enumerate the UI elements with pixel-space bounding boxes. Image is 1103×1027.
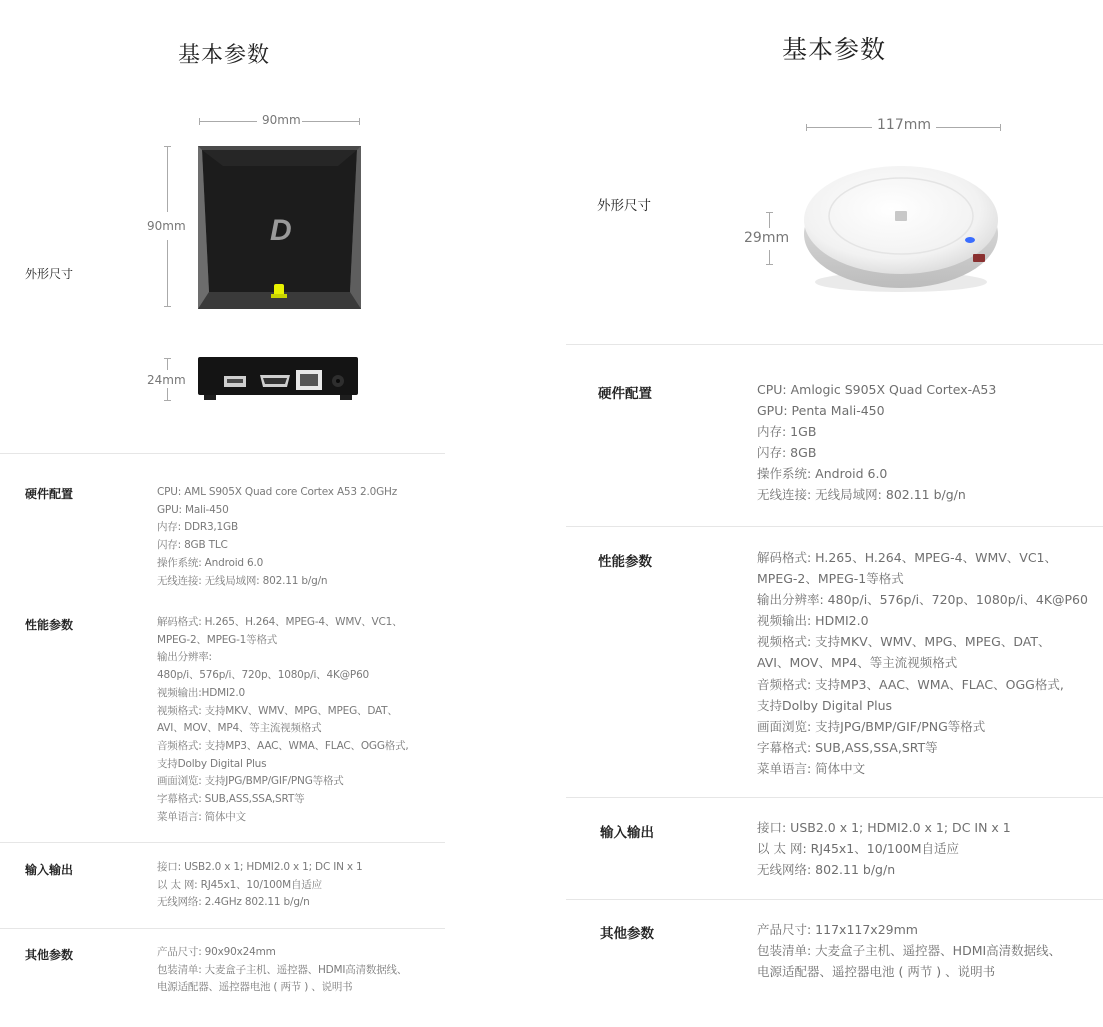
dim-line	[199, 121, 257, 122]
hardware-list	[757, 379, 996, 506]
dim-height-label: 29mm	[744, 230, 790, 246]
list-item: 电源适配器、遥控器电池 ( 两节 ) 、说明书	[757, 964, 996, 980]
dim-tick	[806, 124, 807, 131]
list-item: 480p/i、576p/i、720p、1080p/i、4K@P60	[157, 669, 370, 682]
performance-label: 性能参数	[598, 554, 652, 570]
list-item: 以 太 网: RJ45x1、10/100M自适应	[757, 841, 960, 857]
list-item: 字幕格式: SUB,ASS,SSA,SRT等	[157, 793, 305, 806]
page-title: 基本参数	[782, 35, 887, 64]
dim-tick	[164, 400, 171, 401]
list-item: 输出分辨率: 480p/i、576p/i、720p、1080p/i、4K@P60	[757, 592, 1088, 608]
other-label: 其他参数	[600, 926, 654, 942]
list-item: 无线网络: 802.11 b/g/n	[757, 862, 896, 878]
list-item: 无线连接: 无线局域网: 802.11 b/g/n	[157, 574, 328, 587]
dim-line	[769, 212, 770, 228]
black-box-top-image	[198, 146, 361, 309]
dim-line	[167, 240, 168, 306]
list-item: 画面浏览: 支持JPG/BMP/GIF/PNG等格式	[157, 775, 344, 788]
list-item: 解码格式: H.265、H.264、MPEG-4、WMV、VC1、	[157, 616, 403, 628]
io-list	[157, 859, 363, 912]
list-item: 接口: USB2.0 x 1; HDMI2.0 x 1; DC IN x 1	[157, 861, 363, 873]
list-item: 内存: DDR3,1GB	[157, 521, 238, 534]
dim-tick	[164, 146, 171, 147]
dim-width-label: 117mm	[877, 117, 931, 133]
list-item: 支持Dolby Digital Plus	[757, 697, 893, 713]
section-divider	[566, 344, 1103, 345]
list-item: 视频格式: 支持MKV、WMV、MPG、MPEG、DAT、	[757, 634, 1051, 650]
list-item: 字幕格式: SUB,ASS,SSA,SRT等	[757, 739, 938, 755]
list-item: 音频格式: 支持MP3、AAC、WMA、FLAC、OGG格式,	[757, 676, 1064, 692]
performance-list	[757, 547, 1088, 779]
list-item: 无线网络: 2.4GHz 802.11 b/g/n	[157, 896, 310, 909]
list-item: 输出分辨率:	[157, 651, 212, 664]
dim-tick	[1000, 124, 1001, 131]
list-item: 菜单语言: 简体中文	[757, 760, 866, 776]
list-item: 闪存: 8GB TLC	[157, 539, 228, 552]
list-item: 视频输出: HDMI2.0	[757, 613, 869, 629]
dim-line	[936, 127, 1000, 128]
list-item: 包装清单: 大麦盒子主机、遥控器、HDMI高清数据线、	[157, 963, 408, 976]
performance-list	[157, 614, 409, 826]
list-item: MPEG-2、MPEG-1等格式	[157, 633, 278, 646]
list-item: AVI、MOV、MP4、等主流视频格式	[157, 722, 322, 735]
list-item: 操作系统: Android 6.0	[157, 556, 264, 569]
list-item: 支持Dolby Digital Plus	[157, 757, 267, 770]
dim-line	[769, 250, 770, 264]
dim-height-label: 24mm	[147, 373, 186, 387]
blue-led-icon	[965, 237, 975, 243]
other-list	[757, 919, 1061, 982]
section-divider	[566, 526, 1103, 527]
io-label: 输入输出	[25, 863, 74, 877]
dim-tick	[199, 118, 200, 125]
other-label: 其他参数	[25, 948, 74, 962]
dim-line	[167, 358, 168, 370]
section-divider	[0, 453, 445, 454]
dim-tick	[164, 358, 171, 359]
list-item: MPEG-2、MPEG-1等格式	[757, 571, 904, 587]
section-divider	[0, 928, 445, 929]
list-item: CPU: AML S905X Quad core Cortex A53 2.0GHz	[157, 486, 398, 498]
section-divider	[0, 842, 445, 843]
appearance-label: 外形尺寸	[25, 267, 74, 281]
list-item: 内存: 1GB	[757, 424, 817, 440]
list-item: 音频格式: 支持MP3、AAC、WMA、FLAC、OGG格式,	[157, 739, 409, 752]
list-item: AVI、MOV、MP4、等主流视频格式	[757, 655, 958, 671]
list-item: 操作系统: Android 6.0	[757, 466, 888, 482]
hardware-label: 硬件配置	[598, 386, 652, 402]
black-box-rear-image	[198, 357, 358, 401]
section-divider	[566, 797, 1103, 798]
section-divider	[566, 899, 1103, 900]
list-item: 闪存: 8GB	[757, 445, 817, 461]
list-item: 以 太 网: RJ45x1、10/100M自适应	[157, 878, 322, 891]
list-item: 接口: USB2.0 x 1; HDMI2.0 x 1; DC IN x 1	[757, 820, 1011, 835]
list-item: 画面浏览: 支持JPG/BMP/GIF/PNG等格式	[757, 718, 986, 734]
list-item: 电源适配器、遥控器电池 ( 两节 ) 、说明书	[157, 981, 353, 994]
dim-line	[806, 127, 872, 128]
appearance-label: 外形尺寸	[597, 198, 651, 214]
dim-tick	[766, 264, 773, 265]
hardware-label: 硬件配置	[25, 487, 74, 501]
list-item: GPU: Penta Mali-450	[757, 403, 885, 419]
dim-depth-label: 90mm	[147, 219, 186, 233]
io-label: 输入输出	[600, 825, 654, 841]
dim-tick	[359, 118, 360, 125]
page-title: 基本参数	[178, 43, 271, 68]
list-item: 产品尺寸: 90x90x24mm	[157, 946, 276, 958]
dim-line	[302, 121, 360, 122]
list-item: 视频输出:HDMI2.0	[157, 686, 245, 699]
brand-logo-icon: D	[270, 214, 292, 247]
list-item: 菜单语言: 简体中文	[157, 810, 246, 823]
performance-label: 性能参数	[25, 618, 74, 632]
white-puck-image	[796, 150, 1006, 300]
hardware-list	[157, 484, 397, 590]
list-item: 解码格式: H.265、H.264、MPEG-4、WMV、VC1、	[757, 550, 1058, 565]
list-item: GPU: Mali-450	[157, 503, 229, 516]
list-item: 包装清单: 大麦盒子主机、遥控器、HDMI高清数据线、	[757, 943, 1062, 959]
dim-tick	[164, 306, 171, 307]
spec-sheet-left	[0, 0, 445, 1027]
list-item: 产品尺寸: 117x117x29mm	[757, 922, 918, 937]
dim-line	[167, 146, 168, 212]
io-list	[757, 817, 1011, 880]
spec-sheet-right	[566, 0, 1103, 1027]
dim-line	[167, 388, 168, 400]
dim-tick	[766, 212, 773, 213]
dim-width-label: 90mm	[262, 113, 301, 127]
list-item: 视频格式: 支持MKV、WMV、MPG、MPEG、DAT、	[157, 704, 398, 717]
other-list	[157, 944, 407, 997]
list-item: 无线连接: 无线局域网: 802.11 b/g/n	[757, 487, 966, 503]
brand-logo-icon	[895, 211, 907, 221]
list-item: CPU: Amlogic S905X Quad Cortex-A53	[757, 382, 997, 397]
